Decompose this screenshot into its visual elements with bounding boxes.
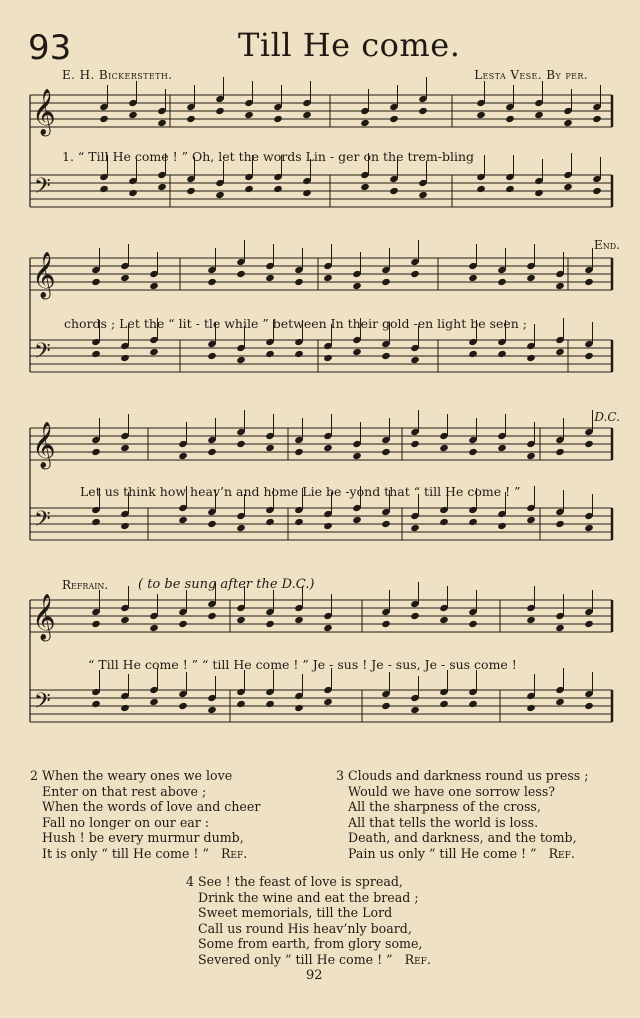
- composer-credit: Lesta Vese. By per.: [474, 68, 588, 82]
- note-head: [584, 620, 594, 628]
- bass-clef-icon: 𝄢: [34, 689, 51, 719]
- note-head: [352, 516, 362, 524]
- note-head: [526, 516, 536, 524]
- hymn-title: Till He come.: [238, 26, 461, 64]
- verse-line: Enter on that rest above ;: [42, 783, 207, 799]
- note-head: [207, 278, 217, 286]
- note-head: [410, 356, 420, 364]
- verse-line: Severed only “ till He come ! ”: [198, 951, 393, 967]
- lyric-line-1: 1. “ Till He come ! ” Oh, let the words Lin - ger on the trem-bling: [62, 149, 475, 164]
- refrain-cue: Ref.: [220, 845, 248, 861]
- treble-clef-icon: 𝄞: [32, 89, 56, 135]
- note-head: [439, 518, 449, 526]
- verse-line: Clouds and darkness round us press ;: [348, 768, 589, 783]
- note-head: [323, 522, 333, 530]
- note-head: [352, 282, 362, 290]
- note-head: [294, 278, 304, 286]
- verse-line: See ! the feast of love is spread,: [198, 874, 403, 889]
- note-head: [91, 620, 101, 628]
- note-head: [468, 518, 478, 526]
- verse-number: 4: [186, 874, 195, 889]
- note-head: [265, 274, 275, 282]
- note-head: [236, 440, 246, 448]
- note-head: [381, 448, 391, 456]
- dc-marker: D.C.: [594, 410, 620, 424]
- note-head: [584, 440, 594, 448]
- verse-3: [336, 768, 589, 861]
- note-head: [244, 111, 254, 119]
- note-head: [157, 119, 167, 127]
- note-head: [592, 187, 602, 195]
- note-head: [497, 350, 507, 358]
- note-head: [526, 704, 536, 712]
- note-head: [360, 119, 370, 127]
- note-head: [526, 452, 536, 460]
- verse-2: [30, 768, 260, 861]
- note-head: [323, 274, 333, 282]
- note-head: [99, 185, 109, 193]
- note-head: [207, 612, 217, 620]
- note-head: [555, 348, 565, 356]
- note-head: [157, 183, 167, 191]
- note-head: [410, 270, 420, 278]
- refrain-label: Refrain.: [62, 578, 109, 592]
- note-head: [265, 350, 275, 358]
- note-head: [389, 187, 399, 195]
- note-head: [294, 518, 304, 526]
- note-head: [526, 616, 536, 624]
- note-head: [236, 270, 246, 278]
- note-head: [128, 111, 138, 119]
- note-head: [294, 350, 304, 358]
- verse-line: When the weary ones we love: [42, 768, 233, 783]
- note-head: [497, 444, 507, 452]
- verse-line: Pain us only “ till He come ! ”: [348, 845, 537, 861]
- note-head: [410, 612, 420, 620]
- note-head: [302, 189, 312, 197]
- note-head: [476, 185, 486, 193]
- verse-line: Would we have one sorrow less?: [348, 783, 556, 799]
- note-head: [207, 448, 217, 456]
- note-head: [439, 616, 449, 624]
- refrain-cue: Ref.: [548, 845, 575, 861]
- note-head: [265, 444, 275, 452]
- note-head: [555, 698, 565, 706]
- note-head: [265, 700, 275, 708]
- note-head: [294, 704, 304, 712]
- verse-line: It is only “ till He come ! ”: [42, 845, 209, 861]
- note-head: [265, 518, 275, 526]
- note-head: [555, 520, 565, 528]
- note-head: [592, 115, 602, 123]
- note-head: [236, 700, 246, 708]
- lyric-line-3: Let us think how heav’n and home Lie be -yond that “ till He come ! ”: [80, 484, 521, 499]
- verse-4: [186, 874, 431, 967]
- note-head: [91, 448, 101, 456]
- staff-systems: [30, 77, 612, 722]
- note-head: [178, 452, 188, 460]
- note-head: [323, 624, 333, 632]
- refrain-note: ( to be sung after the D.C.): [138, 577, 315, 592]
- note-head: [555, 448, 565, 456]
- note-head: [497, 278, 507, 286]
- verse-line: Some from earth, from glory some,: [198, 936, 423, 951]
- note-head: [526, 274, 536, 282]
- treble-clef-icon: 𝄞: [32, 594, 56, 640]
- note-head: [149, 282, 159, 290]
- note-head: [563, 119, 573, 127]
- verse-line: Sweet memorials, till the Lord: [198, 905, 393, 920]
- note-head: [468, 700, 478, 708]
- note-head: [178, 702, 188, 710]
- note-head: [555, 282, 565, 290]
- note-head: [352, 348, 362, 356]
- note-head: [215, 107, 225, 115]
- note-head: [584, 278, 594, 286]
- note-head: [120, 522, 130, 530]
- note-head: [128, 189, 138, 197]
- note-head: [505, 115, 515, 123]
- note-head: [99, 115, 109, 123]
- note-head: [534, 111, 544, 119]
- note-head: [468, 448, 478, 456]
- note-head: [302, 111, 312, 119]
- treble-clef-icon: 𝄞: [32, 422, 56, 468]
- note-head: [323, 354, 333, 362]
- bass-clef-icon: 𝄢: [34, 507, 51, 537]
- bass-clef-icon: 𝄢: [34, 174, 51, 204]
- hymn-number: 93: [28, 28, 72, 68]
- note-head: [410, 440, 420, 448]
- lyric-line-refrain: “ Till He come ! ” “ till He come ! ” Je - sus ! Je - sus, Je - sus come !: [88, 657, 517, 672]
- note-head: [584, 702, 594, 710]
- note-head: [381, 352, 391, 360]
- note-head: [468, 350, 478, 358]
- note-head: [439, 700, 449, 708]
- note-head: [294, 616, 304, 624]
- note-head: [273, 185, 283, 193]
- note-head: [207, 520, 217, 528]
- note-head: [418, 191, 428, 199]
- verse-number: 3: [336, 768, 345, 783]
- note-head: [468, 620, 478, 628]
- note-head: [497, 522, 507, 530]
- note-head: [178, 620, 188, 628]
- verse-line: Call us round His heav’nly board,: [198, 920, 412, 936]
- note-head: [381, 520, 391, 528]
- note-head: [186, 187, 196, 195]
- note-head: [236, 616, 246, 624]
- note-head: [91, 518, 101, 526]
- note-head: [207, 706, 217, 714]
- verse-line: All that tells the world is loss.: [348, 814, 539, 830]
- note-head: [294, 448, 304, 456]
- note-head: [120, 274, 130, 282]
- note-head: [439, 444, 449, 452]
- verse-line: Drink the wine and eat the bread ;: [198, 889, 419, 905]
- verse-line: When the words of love and cheer: [42, 799, 261, 814]
- note-head: [555, 624, 565, 632]
- note-head: [584, 352, 594, 360]
- note-head: [149, 348, 159, 356]
- note-head: [418, 107, 428, 115]
- note-head: [360, 183, 370, 191]
- note-head: [91, 278, 101, 286]
- note-head: [352, 452, 362, 460]
- note-head: [244, 185, 254, 193]
- note-head: [526, 354, 536, 362]
- note-head: [120, 704, 130, 712]
- note-head: [91, 700, 101, 708]
- note-head: [381, 278, 391, 286]
- page-number: 92: [306, 968, 323, 983]
- note-head: [476, 111, 486, 119]
- note-head: [584, 524, 594, 532]
- note-head: [410, 706, 420, 714]
- note-head: [265, 620, 275, 628]
- note-head: [207, 352, 217, 360]
- note-head: [149, 624, 159, 632]
- note-head: [323, 444, 333, 452]
- note-head: [410, 524, 420, 532]
- note-head: [91, 350, 101, 358]
- note-head: [323, 698, 333, 706]
- verse-line: Fall no longer on our ear :: [42, 814, 210, 830]
- verse-line: Hush ! be every murmur dumb,: [42, 830, 244, 845]
- author-credit: E. H. Bickersteth.: [62, 68, 173, 82]
- bass-clef-icon: 𝄢: [34, 339, 51, 369]
- lyric-line-2: chords ; Let the “ lit - tle while ” between In their gold -en light be seen ;: [64, 316, 528, 331]
- note-head: [389, 115, 399, 123]
- note-head: [381, 620, 391, 628]
- verse-number: 2: [30, 768, 39, 783]
- note-head: [505, 185, 515, 193]
- note-head: [236, 524, 246, 532]
- note-head: [215, 191, 225, 199]
- note-head: [273, 115, 283, 123]
- note-head: [381, 702, 391, 710]
- note-head: [186, 115, 196, 123]
- note-head: [120, 444, 130, 452]
- note-head: [120, 354, 130, 362]
- refrain-cue: Ref.: [404, 951, 431, 967]
- verse-line: All the sharpness of the cross,: [348, 799, 541, 814]
- note-head: [534, 189, 544, 197]
- treble-clef-icon: 𝄞: [32, 252, 56, 298]
- note-head: [468, 274, 478, 282]
- verse-line: Death, and darkness, and the tomb,: [348, 830, 577, 845]
- note-head: [236, 356, 246, 364]
- note-head: [178, 516, 188, 524]
- note-head: [149, 698, 159, 706]
- end-marker: End.: [594, 238, 620, 252]
- note-head: [120, 616, 130, 624]
- note-head: [563, 183, 573, 191]
